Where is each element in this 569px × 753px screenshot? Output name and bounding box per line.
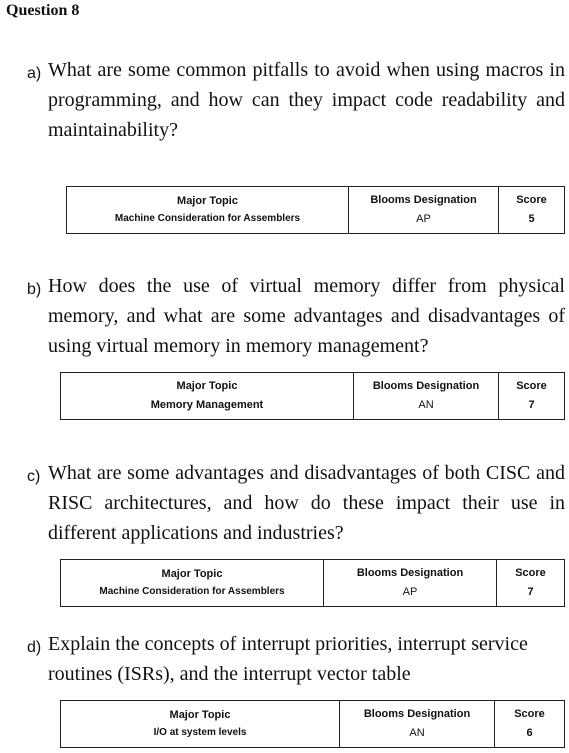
- major-topic-header: Major Topic: [176, 380, 238, 392]
- major-topic-cell: [61, 373, 354, 420]
- question-text: How does the use of virtual memory differ from physical memory, and what are some advantages and disadvantages of using virtual memory in memory management?: [48, 275, 565, 357]
- major-topic-value: Memory Management: [150, 399, 264, 411]
- score-cell: [495, 701, 565, 748]
- major-topic-value: Machine Consideration for Assemblers: [114, 213, 301, 224]
- score-value: 5: [528, 213, 535, 225]
- question-a: [27, 55, 565, 145]
- major-topic-value: Machine Consideration for Assemblers: [99, 586, 285, 597]
- score-value: 7: [527, 586, 534, 598]
- blooms-value: AN: [418, 399, 434, 411]
- question-letter: d): [27, 639, 42, 656]
- blooms-header: Blooms Designation: [370, 194, 477, 206]
- info-table-d: [60, 700, 565, 748]
- major-topic-header: Major Topic: [177, 195, 238, 207]
- info-table-a: [66, 186, 565, 234]
- question-d: [27, 629, 565, 689]
- major-topic-cell: [67, 187, 349, 234]
- score-header: Score: [516, 380, 547, 392]
- major-topic-header: Major Topic: [161, 568, 223, 580]
- major-topic-value: I/O at system levels: [153, 727, 247, 738]
- question-title: Question 8: [6, 2, 80, 19]
- score-header: Score: [516, 194, 547, 206]
- major-topic-cell: [61, 560, 324, 607]
- blooms-value: AN: [409, 727, 425, 739]
- question-letter: a): [27, 65, 42, 82]
- question-text: What are some advantages and disadvantages of both CISC and RISC architectures, and how do these impact their use in different applications and industries?: [48, 462, 565, 544]
- score-cell: [499, 373, 565, 420]
- info-table-c: [60, 559, 565, 607]
- major-topic-header: Major Topic: [169, 709, 231, 721]
- blooms-cell: [340, 701, 495, 748]
- question-letter: c): [27, 468, 41, 485]
- blooms-header: Blooms Designation: [372, 380, 480, 392]
- score-cell: [499, 187, 565, 234]
- info-table-b: [60, 372, 565, 420]
- blooms-cell: [324, 560, 497, 607]
- score-header: Score: [515, 567, 546, 579]
- blooms-header: Blooms Designation: [363, 708, 471, 720]
- question-c: [27, 458, 565, 548]
- blooms-cell: [349, 187, 499, 234]
- question-text: Explain the concepts of interrupt priorities, interrupt service routines (ISRs), and the interrupt vector table: [48, 633, 528, 685]
- question-letter: b): [27, 281, 42, 298]
- major-topic-cell: [61, 701, 340, 748]
- score-cell: [497, 560, 565, 607]
- blooms-cell: [354, 373, 499, 420]
- question-b: [27, 271, 565, 361]
- blooms-header: Blooms Designation: [356, 567, 464, 579]
- question-text: What are some common pitfalls to avoid when using macros in programming, and how can they impact code readability and maintainability?: [48, 59, 565, 141]
- blooms-value: AP: [402, 586, 418, 598]
- score-value: 7: [528, 399, 535, 411]
- blooms-value: AP: [416, 213, 431, 225]
- score-header: Score: [514, 708, 545, 720]
- score-value: 6: [526, 727, 533, 739]
